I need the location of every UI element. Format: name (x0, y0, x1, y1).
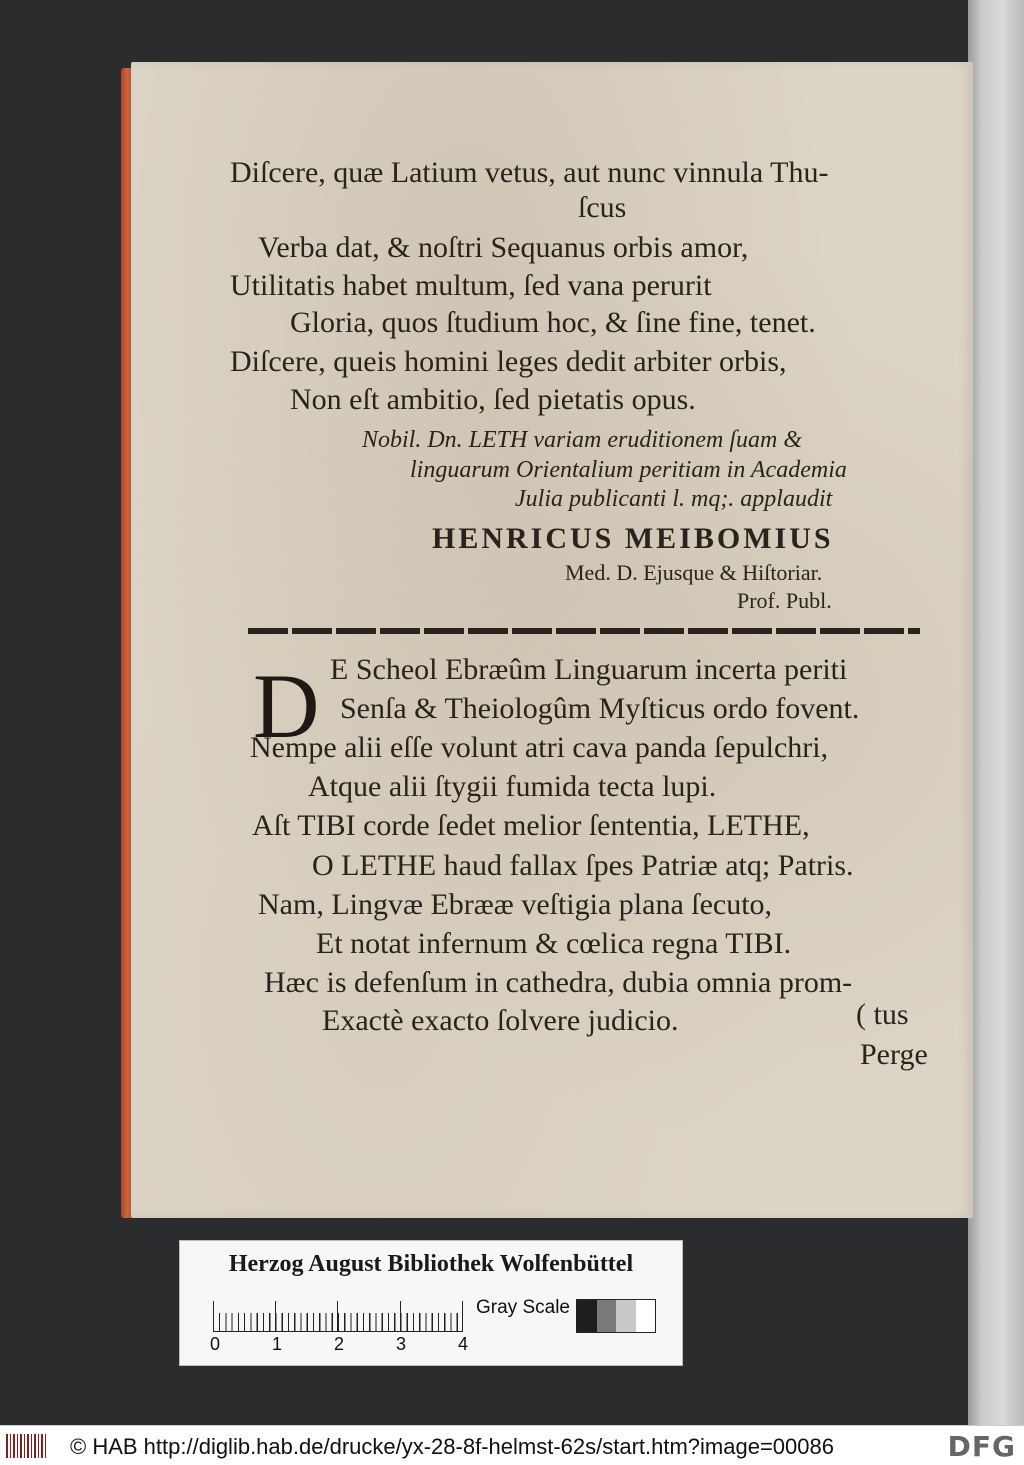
scale-ruler (213, 1296, 463, 1332)
dedication-line-2: linguarum Orientalium peritiam in Academia (410, 457, 847, 483)
poem1-line-7: Non eſt ambitio, ſed pietatis opus. (290, 383, 696, 416)
gray-swatch-light (616, 1300, 636, 1332)
viewer-footer (0, 1425, 1024, 1465)
poem2-line-8: Et notat infernum & cœlica regna TIBI. (316, 927, 792, 960)
ruler-major-tick (275, 1301, 276, 1331)
poem2-line-3: Nempe alii eſſe volunt atri cava panda ſepulchri, (250, 731, 829, 764)
ruler-major-tick (462, 1301, 463, 1331)
gray-swatch-dark (597, 1300, 617, 1332)
gray-scale-label: Gray Scale (476, 1297, 570, 1318)
poem2-line-9: Hæc is defenſum in cathedra, dubia omnia prom- (264, 966, 853, 999)
poem2-line-5: Aſt TIBI corde ſedet melior ſententia, LETHE, (252, 809, 810, 842)
author-name: HENRICUS MEIBOMIUS (432, 522, 834, 555)
drop-cap: D (253, 655, 320, 757)
poem1-line-1: Diſcere, quæ Latium vetus, aut nunc vinnula Thu- (230, 156, 829, 189)
poem2-line-6: O LETHE haud fallax ſpes Patriæ atq; Patris. (312, 849, 854, 882)
dedication-line-1: Nobil. Dn. LETH variam eruditionem ſuam & (362, 427, 803, 453)
author-title-1: Med. D. Ejusque & Hiſtoriar. (565, 560, 823, 585)
poem2-line-4: Atque alii ſtygii fumida tecta lupi. (308, 770, 717, 803)
poem1-line-5: Gloria, quos ſtudium hoc, & ſine fine, tenet. (290, 306, 816, 339)
poem1-line-6: Diſcere, queis homini leges dedit arbiter orbis, (230, 345, 787, 378)
author-title-2: Prof. Publ. (737, 588, 832, 613)
dfg-logo[interactable]: DFG (947, 1430, 1016, 1463)
ruler-major-tick (400, 1301, 401, 1331)
poem2-line-2: Senſa & Theiologûm Myſticus ordo fovent. (340, 692, 860, 725)
poem1-line-3: Verba dat, & noſtri Sequanus orbis amor, (258, 231, 749, 264)
library-label-card (179, 1240, 683, 1366)
page-edge (121, 68, 131, 1218)
gray-swatch-white (636, 1300, 656, 1332)
ruler-number: 0 (210, 1334, 221, 1354)
dedication-line-3: Julia publicanti l. mq;. applaudit (515, 486, 833, 512)
ruler-major-tick (337, 1301, 338, 1331)
gray-swatch-black (577, 1300, 597, 1332)
catchword: Perge (860, 1038, 928, 1071)
ruler-major-tick (213, 1301, 214, 1331)
gray-scale-swatches (576, 1299, 656, 1333)
ruler-number: 3 (396, 1334, 407, 1354)
ruler-number: 1 (272, 1334, 283, 1354)
ruler-number: 4 (458, 1334, 469, 1354)
poem1-line-2: ſcus (578, 191, 627, 224)
poem2-line-10: Exactè exacto ſolvere judicio. (322, 1004, 679, 1037)
hab-logo-icon[interactable] (6, 1434, 46, 1458)
section-divider (248, 628, 920, 634)
poem2-turnover: ( tus (856, 998, 909, 1031)
adjacent-leaf (968, 0, 1024, 1425)
poem2-line-7: Nam, Lingvæ Ebrææ veſtigia plana ſecuto, (258, 888, 773, 921)
library-name: Herzog August Bibliothek Wolfenbüttel (228, 1251, 634, 1277)
ruler-number: 2 (334, 1334, 345, 1354)
poem1-line-4: Utilitatis habet multum, ſed vana perurit (230, 269, 712, 302)
poem2-line-1: E Scheol Ebræûm Linguarum incerta periti (330, 653, 848, 686)
source-url[interactable]: © HAB http://diglib.hab.de/drucke/yx-28-8f-helmst-62s/start.htm?image=00086 (70, 1434, 834, 1459)
